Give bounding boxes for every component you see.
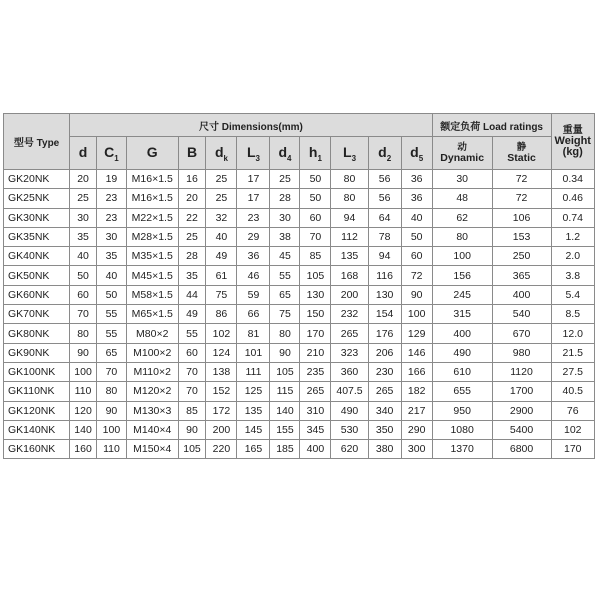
table-row [4, 343, 595, 362]
value-cell: M80×2 [126, 324, 178, 343]
weight-unit: (kg) [562, 146, 583, 158]
value-cell: 610 [432, 362, 492, 381]
value-cell: 100 [70, 362, 97, 381]
static-header [492, 137, 551, 170]
model-cell: GK100NK [4, 362, 70, 381]
dim-symbol: L [343, 143, 352, 160]
dim-symbol: h [308, 143, 318, 160]
value-cell: 90 [178, 420, 206, 439]
value-cell: 217 [401, 401, 432, 420]
value-cell: 60 [70, 285, 97, 304]
value-cell: 5.4 [551, 285, 595, 304]
value-cell: 25 [70, 189, 97, 208]
value-cell: 146 [401, 343, 432, 362]
value-cell: 130 [368, 285, 401, 304]
weight-en: Weight [554, 135, 591, 147]
value-cell: M140×4 [126, 420, 178, 439]
dim-col-header [270, 137, 300, 170]
value-cell: 310 [300, 401, 331, 420]
value-cell: 75 [270, 305, 300, 324]
dim-col-header [331, 137, 368, 170]
value-cell: 35 [178, 266, 206, 285]
value-cell: 185 [270, 440, 300, 459]
value-cell: 0.46 [551, 189, 595, 208]
value-cell: 40 [96, 266, 126, 285]
model-cell: GK160NK [4, 440, 70, 459]
value-cell: 38 [270, 227, 300, 246]
dynamic-en: Dynamic [440, 152, 485, 164]
value-cell: 102 [206, 324, 237, 343]
spec-body [4, 170, 595, 459]
value-cell: 407.5 [331, 382, 368, 401]
table-row [4, 170, 595, 189]
value-cell: 2900 [492, 401, 551, 420]
static-cn: 静 [516, 142, 527, 153]
value-cell: 265 [300, 382, 331, 401]
value-cell: M120×2 [126, 382, 178, 401]
value-cell: 152 [206, 382, 237, 401]
dim-col-header [300, 137, 331, 170]
value-cell: 45 [270, 247, 300, 266]
value-cell: 25 [270, 170, 300, 189]
value-cell: 340 [368, 401, 401, 420]
value-cell: 70 [178, 382, 206, 401]
value-cell: 17 [237, 170, 270, 189]
value-cell: 1.2 [551, 227, 595, 246]
value-cell: 135 [237, 401, 270, 420]
value-cell: 400 [432, 324, 492, 343]
value-cell: 200 [206, 420, 237, 439]
value-cell: 25 [206, 189, 237, 208]
value-cell: 28 [270, 189, 300, 208]
value-cell: 55 [270, 266, 300, 285]
value-cell: 64 [368, 208, 401, 227]
value-cell: 76 [551, 401, 595, 420]
table-row [4, 324, 595, 343]
value-cell: 16 [178, 170, 206, 189]
value-cell: 27.5 [551, 362, 595, 381]
value-cell: 40 [206, 227, 237, 246]
value-cell: 950 [432, 401, 492, 420]
table-row [4, 305, 595, 324]
value-cell: 80 [96, 382, 126, 401]
table-row [4, 285, 595, 304]
value-cell: 1080 [432, 420, 492, 439]
table-row [4, 382, 595, 401]
value-cell: 1700 [492, 382, 551, 401]
value-cell: 100 [401, 305, 432, 324]
value-cell: 20 [178, 189, 206, 208]
table-row [4, 227, 595, 246]
value-cell: 62 [432, 208, 492, 227]
dim-col-header [70, 137, 97, 170]
value-cell: 140 [70, 420, 97, 439]
value-cell: M110×2 [126, 362, 178, 381]
value-cell: 48 [432, 189, 492, 208]
value-cell: M150×4 [126, 440, 178, 459]
dim-subscript: 1 [114, 153, 119, 163]
value-cell: 350 [368, 420, 401, 439]
dim-subscript: 1 [317, 153, 322, 163]
model-cell: GK70NK [4, 305, 70, 324]
value-cell: 670 [492, 324, 551, 343]
table-row [4, 247, 595, 266]
dim-symbol: d [214, 143, 224, 160]
dim-col-header [96, 137, 126, 170]
dim-symbol: d [410, 143, 419, 160]
value-cell: 90 [401, 285, 432, 304]
dim-subscript: 3 [351, 153, 357, 163]
spec-table [3, 113, 595, 459]
value-cell: 49 [206, 247, 237, 266]
value-cell: 150 [300, 305, 331, 324]
value-cell: 490 [331, 401, 368, 420]
value-cell: 2.0 [551, 247, 595, 266]
value-cell: 106 [492, 208, 551, 227]
model-cell: GK20NK [4, 170, 70, 189]
value-cell: 102 [551, 420, 595, 439]
value-cell: 105 [270, 362, 300, 381]
value-cell: 6800 [492, 440, 551, 459]
value-cell: 55 [96, 324, 126, 343]
value-cell: 360 [331, 362, 368, 381]
value-cell: 101 [237, 343, 270, 362]
model-cell: GK140NK [4, 420, 70, 439]
value-cell: 206 [368, 343, 401, 362]
value-cell: 232 [331, 305, 368, 324]
value-cell: 40.5 [551, 382, 595, 401]
value-cell: 230 [368, 362, 401, 381]
value-cell: 23 [237, 208, 270, 227]
model-cell: GK25NK [4, 189, 70, 208]
value-cell: 490 [432, 343, 492, 362]
value-cell: 85 [178, 401, 206, 420]
table-row [4, 362, 595, 381]
value-cell: 72 [492, 189, 551, 208]
dim-symbol: C [104, 143, 115, 160]
dim-symbol: L [246, 143, 256, 160]
value-cell: M130×3 [126, 401, 178, 420]
value-cell: 22 [178, 208, 206, 227]
value-cell: 19 [96, 170, 126, 189]
value-cell: 166 [401, 362, 432, 381]
value-cell: 172 [206, 401, 237, 420]
dynamic-header [432, 137, 492, 170]
value-cell: 50 [300, 189, 331, 208]
value-cell: 46 [237, 266, 270, 285]
value-cell: 110 [70, 382, 97, 401]
value-cell: 265 [368, 382, 401, 401]
value-cell: M100×2 [126, 343, 178, 362]
model-cell: GK40NK [4, 247, 70, 266]
value-cell: 70 [96, 362, 126, 381]
value-cell: 59 [237, 285, 270, 304]
value-cell: 245 [432, 285, 492, 304]
value-cell: 20 [70, 170, 97, 189]
value-cell: 23 [96, 189, 126, 208]
value-cell: 105 [300, 266, 331, 285]
value-cell: 36 [237, 247, 270, 266]
model-cell: GK50NK [4, 266, 70, 285]
value-cell: 140 [270, 401, 300, 420]
dynamic-cn: 动 [457, 142, 467, 153]
value-cell: 80 [331, 189, 368, 208]
value-cell: 980 [492, 343, 551, 362]
value-cell: 55 [96, 305, 126, 324]
value-cell: 160 [70, 440, 97, 459]
value-cell: 168 [331, 266, 368, 285]
value-cell: 154 [368, 305, 401, 324]
value-cell: 380 [368, 440, 401, 459]
value-cell: M22×1.5 [126, 208, 178, 227]
value-cell: 30 [70, 208, 97, 227]
weight-cn: 重量 [562, 125, 583, 136]
dim-symbol: d [78, 143, 88, 160]
value-cell: 620 [331, 440, 368, 459]
value-cell: M58×1.5 [126, 285, 178, 304]
value-cell: M16×1.5 [126, 170, 178, 189]
value-cell: M28×1.5 [126, 227, 178, 246]
value-cell: 124 [206, 343, 237, 362]
value-cell: 60 [178, 343, 206, 362]
value-cell: 72 [492, 170, 551, 189]
value-cell: 70 [70, 305, 97, 324]
value-cell: 345 [300, 420, 331, 439]
dim-subscript: 5 [418, 153, 424, 163]
value-cell: 156 [432, 266, 492, 285]
value-cell: 145 [237, 420, 270, 439]
value-cell: 86 [206, 305, 237, 324]
model-cell: GK120NK [4, 401, 70, 420]
value-cell: 23 [96, 208, 126, 227]
value-cell: M65×1.5 [126, 305, 178, 324]
value-cell: 40 [70, 247, 97, 266]
value-cell: 200 [331, 285, 368, 304]
value-cell: 65 [96, 343, 126, 362]
value-cell: 75 [206, 285, 237, 304]
value-cell: 49 [178, 305, 206, 324]
model-cell: GK60NK [4, 285, 70, 304]
dim-symbol: B [186, 143, 198, 160]
value-cell: 153 [492, 227, 551, 246]
dim-symbol: d [378, 143, 387, 160]
value-cell: 170 [300, 324, 331, 343]
value-cell: 35 [96, 247, 126, 266]
table-row [4, 440, 595, 459]
value-cell: 0.74 [551, 208, 595, 227]
dim-col-header [237, 137, 270, 170]
dim-subscript: 3 [255, 153, 260, 163]
value-cell: 265 [331, 324, 368, 343]
value-cell: 70 [178, 362, 206, 381]
dim-col-header [206, 137, 237, 170]
table-row [4, 420, 595, 439]
value-cell: 32 [206, 208, 237, 227]
value-cell: 125 [237, 382, 270, 401]
value-cell: 80 [70, 324, 97, 343]
value-cell: 30 [270, 208, 300, 227]
value-cell: 290 [401, 420, 432, 439]
weight-header [551, 114, 595, 170]
value-cell: 25 [206, 170, 237, 189]
value-cell: 5400 [492, 420, 551, 439]
value-cell: 210 [300, 343, 331, 362]
dim-col-header [368, 137, 401, 170]
value-cell: 120 [70, 401, 97, 420]
value-cell: 50 [401, 227, 432, 246]
value-cell: 50 [300, 170, 331, 189]
value-cell: 66 [237, 305, 270, 324]
value-cell: 55 [178, 324, 206, 343]
value-cell: 8.5 [551, 305, 595, 324]
value-cell: 90 [270, 343, 300, 362]
value-cell: 300 [401, 440, 432, 459]
dim-subscript: 4 [287, 153, 292, 163]
value-cell: 135 [331, 247, 368, 266]
value-cell: 323 [331, 343, 368, 362]
value-cell: 165 [237, 440, 270, 459]
value-cell: 365 [492, 266, 551, 285]
value-cell: 44 [178, 285, 206, 304]
value-cell: 182 [401, 382, 432, 401]
value-cell: 3.8 [551, 266, 595, 285]
value-cell: 94 [331, 208, 368, 227]
value-cell: 30 [432, 170, 492, 189]
value-cell: 130 [300, 285, 331, 304]
value-cell: 540 [492, 305, 551, 324]
value-cell: 220 [206, 440, 237, 459]
value-cell: 29 [237, 227, 270, 246]
value-cell: M45×1.5 [126, 266, 178, 285]
value-cell: 30 [96, 227, 126, 246]
value-cell: 35 [70, 227, 97, 246]
value-cell: 116 [368, 266, 401, 285]
model-cell: GK110NK [4, 382, 70, 401]
load-ratings-header: 额定负荷 Load ratings [432, 114, 551, 137]
value-cell: 105 [178, 440, 206, 459]
value-cell: 65 [270, 285, 300, 304]
value-cell: 94 [368, 247, 401, 266]
dim-symbol: G [146, 143, 158, 160]
model-cell: GK35NK [4, 227, 70, 246]
value-cell: 110 [96, 440, 126, 459]
value-cell: 56 [368, 170, 401, 189]
dim-col-header [401, 137, 432, 170]
value-cell: 176 [368, 324, 401, 343]
value-cell: 36 [401, 170, 432, 189]
value-cell: 235 [300, 362, 331, 381]
value-cell: 50 [96, 285, 126, 304]
value-cell: 112 [331, 227, 368, 246]
dim-col-header [126, 137, 178, 170]
value-cell: 80 [270, 324, 300, 343]
value-cell: 315 [432, 305, 492, 324]
static-en: Static [507, 152, 536, 164]
value-cell: 40 [401, 208, 432, 227]
value-cell: 80 [331, 170, 368, 189]
value-cell: M16×1.5 [126, 189, 178, 208]
value-cell: 56 [368, 189, 401, 208]
value-cell: 50 [70, 266, 97, 285]
value-cell: 1370 [432, 440, 492, 459]
value-cell: 90 [96, 401, 126, 420]
value-cell: 155 [270, 420, 300, 439]
value-cell: 400 [300, 440, 331, 459]
value-cell: 28 [178, 247, 206, 266]
value-cell: 655 [432, 382, 492, 401]
value-cell: 0.34 [551, 170, 595, 189]
value-cell: 60 [300, 208, 331, 227]
value-cell: 36 [401, 189, 432, 208]
dim-subscript: 2 [386, 153, 392, 163]
value-cell: 21.5 [551, 343, 595, 362]
dim-subscript: k [223, 153, 228, 163]
value-cell: 61 [206, 266, 237, 285]
dim-symbol: d [278, 143, 288, 160]
type-header: 型号 Type [4, 114, 70, 170]
value-cell: 115 [270, 382, 300, 401]
table-row [4, 208, 595, 227]
value-cell: 100 [432, 247, 492, 266]
table-row [4, 189, 595, 208]
value-cell: 80 [432, 227, 492, 246]
table-row [4, 401, 595, 420]
value-cell: 17 [237, 189, 270, 208]
value-cell: 12.0 [551, 324, 595, 343]
value-cell: 111 [237, 362, 270, 381]
value-cell: 70 [300, 227, 331, 246]
value-cell: 25 [178, 227, 206, 246]
value-cell: 100 [96, 420, 126, 439]
value-cell: M35×1.5 [126, 247, 178, 266]
value-cell: 72 [401, 266, 432, 285]
dim-col-header [178, 137, 206, 170]
value-cell: 530 [331, 420, 368, 439]
model-cell: GK90NK [4, 343, 70, 362]
dimensions-header: 尺寸 Dimensions(mm) [70, 114, 433, 137]
value-cell: 78 [368, 227, 401, 246]
value-cell: 60 [401, 247, 432, 266]
value-cell: 90 [70, 343, 97, 362]
model-cell: GK30NK [4, 208, 70, 227]
value-cell: 400 [492, 285, 551, 304]
value-cell: 85 [300, 247, 331, 266]
model-cell: GK80NK [4, 324, 70, 343]
value-cell: 138 [206, 362, 237, 381]
value-cell: 129 [401, 324, 432, 343]
value-cell: 1120 [492, 362, 551, 381]
value-cell: 170 [551, 440, 595, 459]
table-row [4, 266, 595, 285]
value-cell: 250 [492, 247, 551, 266]
value-cell: 81 [237, 324, 270, 343]
